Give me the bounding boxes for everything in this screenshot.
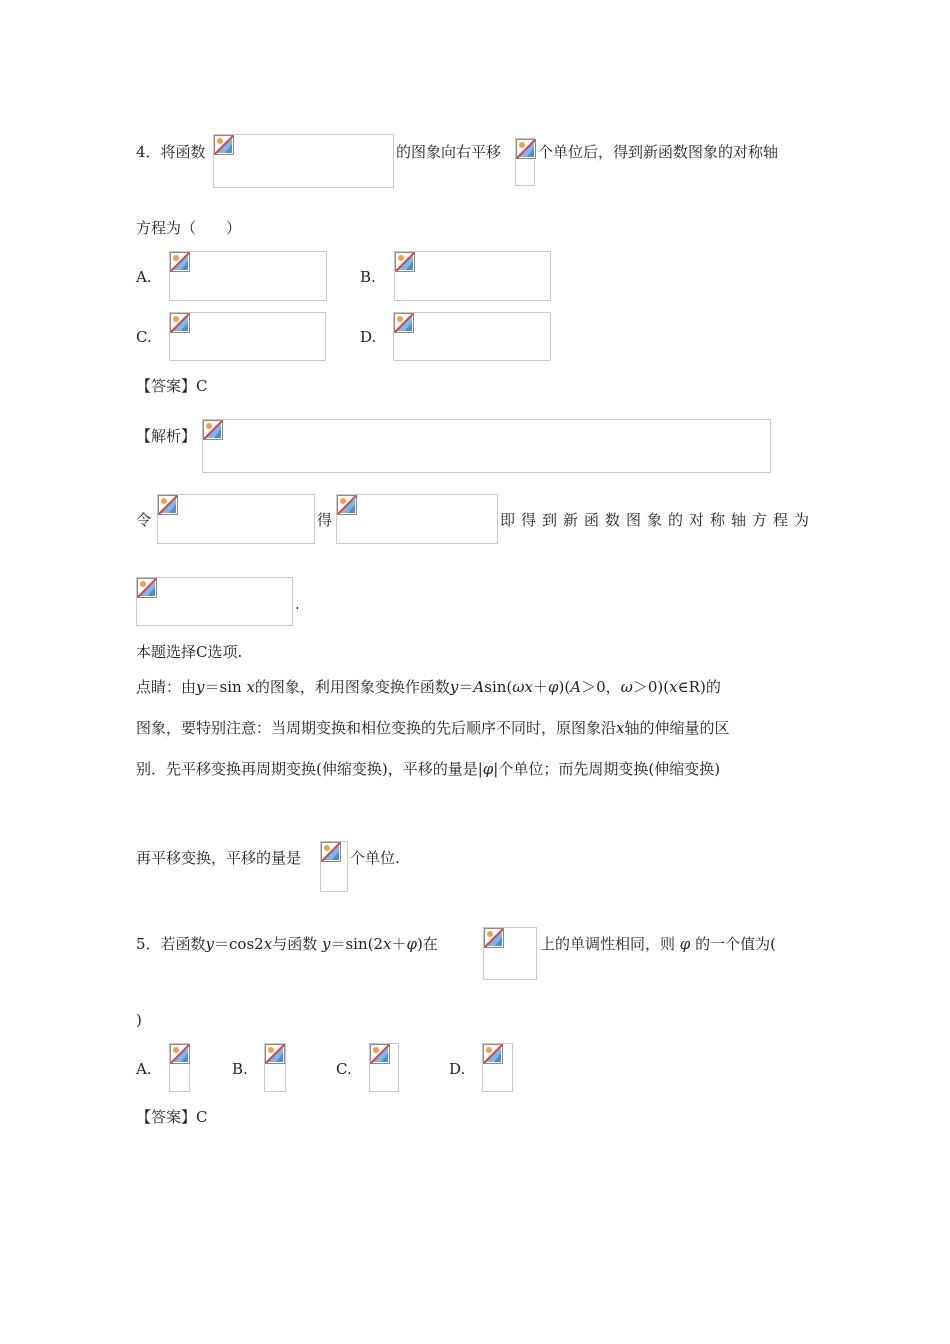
q5-option-d-label: D. bbox=[449, 1060, 466, 1078]
broken-image-icon bbox=[321, 842, 341, 862]
q4-option-a-label: A. bbox=[136, 268, 152, 286]
formula-image bbox=[157, 494, 315, 544]
broken-image-icon bbox=[214, 135, 234, 155]
q4-text-2: 的图象向右平移 bbox=[396, 143, 502, 161]
analysis-tail: 即得到新函数图象的对称轴方程为 bbox=[500, 511, 816, 529]
broken-image-icon bbox=[170, 1044, 190, 1064]
q5-option-a-label: A. bbox=[136, 1060, 152, 1078]
explain-line-4a: 再平移变换，平移的量是 bbox=[136, 849, 302, 867]
q5-option-c-label: C. bbox=[336, 1060, 352, 1078]
broken-image-icon bbox=[265, 1044, 285, 1064]
q4-text-3: 个单位后，得到新函数图象的对称轴 bbox=[538, 143, 779, 161]
broken-image-icon bbox=[170, 252, 190, 272]
broken-image-icon bbox=[170, 313, 190, 333]
q5-option-b-image bbox=[264, 1043, 286, 1092]
q4-option-b-image bbox=[394, 251, 551, 301]
analysis-de: 得 bbox=[317, 511, 333, 529]
formula-image bbox=[320, 841, 348, 892]
broken-image-icon bbox=[203, 420, 223, 440]
q4-analysis-label: 【解析】 bbox=[136, 427, 197, 445]
q5-option-a-image bbox=[169, 1043, 190, 1092]
q4-option-b-label: B. bbox=[360, 268, 376, 286]
broken-image-icon bbox=[137, 578, 157, 598]
analysis-ling: 令 bbox=[136, 511, 152, 529]
interval-image bbox=[483, 927, 537, 980]
q4-option-d-image bbox=[393, 312, 551, 361]
broken-image-icon bbox=[370, 1044, 390, 1064]
formula-image bbox=[213, 134, 394, 188]
q4-text-1: 4．将函数 bbox=[136, 143, 206, 161]
broken-image-icon bbox=[516, 139, 536, 159]
q5-option-b-label: B. bbox=[232, 1060, 248, 1078]
formula-image bbox=[336, 494, 498, 544]
q5-option-d-image bbox=[482, 1043, 513, 1092]
analysis-period: . bbox=[295, 595, 300, 613]
q5-text-2: 上的单调性相同，则 φ 的一个值为( bbox=[540, 935, 776, 953]
formula-image bbox=[136, 577, 293, 626]
q4-option-a-image bbox=[169, 251, 327, 301]
broken-image-icon bbox=[337, 495, 357, 515]
analysis-formula-image bbox=[202, 419, 771, 473]
broken-image-icon bbox=[484, 928, 504, 948]
q5-text-3: ) bbox=[136, 1011, 142, 1029]
broken-image-icon bbox=[158, 495, 178, 515]
broken-image-icon bbox=[483, 1044, 503, 1064]
q5-text-1: 5．若函数y＝cos2x与函数 y＝sin(2x＋φ)在 bbox=[136, 935, 438, 953]
broken-image-icon bbox=[394, 313, 414, 333]
explain-choose: 本题选择C选项. bbox=[136, 643, 243, 661]
broken-image-icon bbox=[395, 252, 415, 272]
q4-option-d-label: D. bbox=[360, 328, 377, 346]
explain-line-3: 别．先平移变换再周期变换(伸缩变换)，平移的量是|φ|个单位；而先周期变换(伸缩变换) bbox=[136, 760, 721, 778]
explain-line-2: 图象，要特别注意：当周期变换和相位变换的先后顺序不同时，原图象沿x轴的伸缩量的区 bbox=[136, 719, 730, 737]
formula-image bbox=[515, 138, 535, 186]
q4-option-c-label: C. bbox=[136, 328, 152, 346]
q5-option-c-image bbox=[369, 1043, 399, 1092]
q4-text-4: 方程为（ ） bbox=[136, 219, 242, 237]
explain-line-1: 点睛：由y＝sin x的图象，利用图象变换作函数y＝Asin(ωx＋φ)(A＞0，ω＞0)(x∈R)的 bbox=[136, 678, 721, 696]
q5-answer: 【答案】C bbox=[136, 1108, 208, 1126]
explain-line-4b: 个单位. bbox=[350, 849, 400, 867]
q4-option-c-image bbox=[169, 312, 326, 361]
q4-answer: 【答案】C bbox=[136, 377, 208, 395]
